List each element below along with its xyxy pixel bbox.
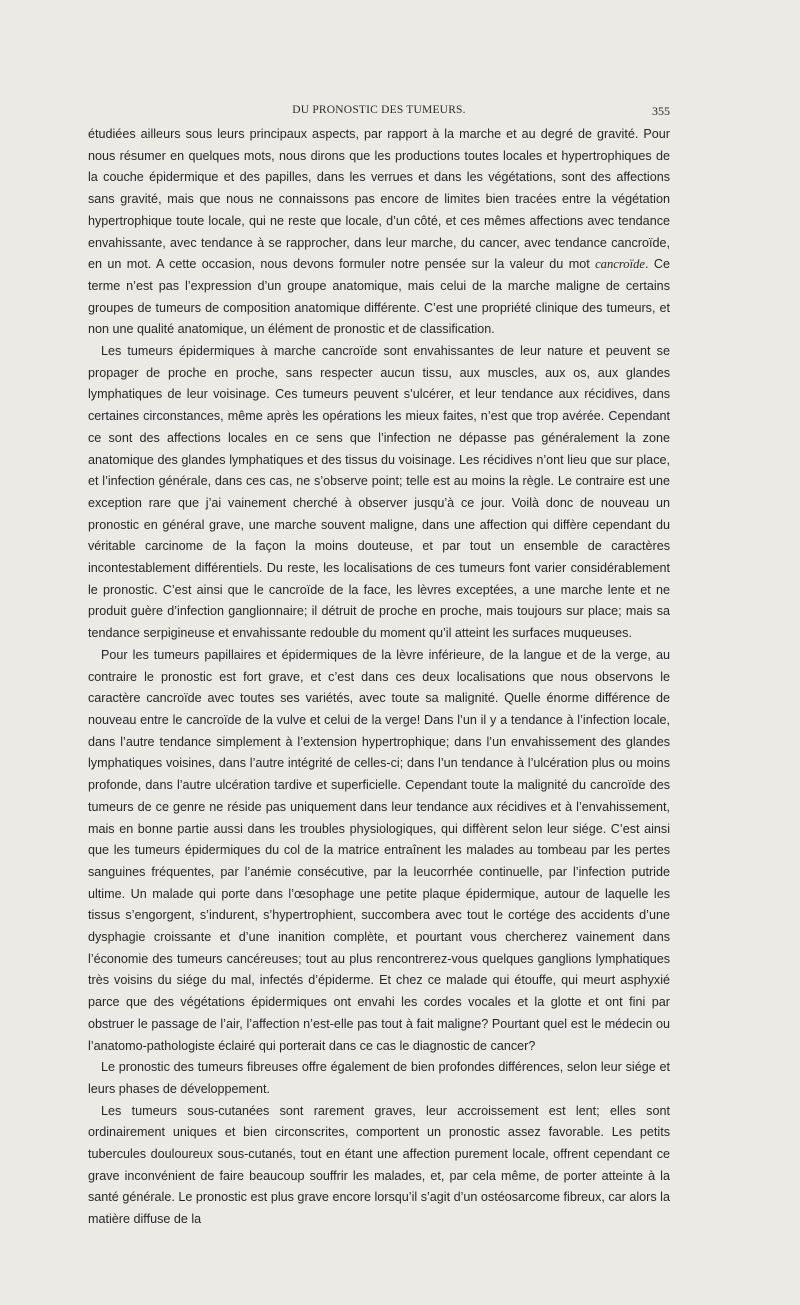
paragraph-1-text-b: . Ce terme n’est pas l’expression d’un groupe anatomique, mais celui de la marche maligne de certains groupes de tumeurs de composition anatomique différente. C’est une propriété clinique des tumeurs, et non une qualité anatomique, un élément de pronostic et de classification.: [88, 257, 670, 337]
running-title: DU PRONOSTIC DES TUMEURS.: [292, 104, 466, 116]
paragraph-2: Les tumeurs épidermiques à marche cancroïde sont envahissantes de leur nature et peuvent se propager de proche en proche, sans respecter aucun tissu, aux muscles, aux os, aux glandes lymphatiques de leur voisinage. Ces tumeurs peuvent s’ulcérer, et leur tendance aux récidives, dans certaines circonstances, même après les opérations les mieux faites, n’est que trop avérée. Cependant ce sont des affections locales en ce sens que l’infection ne dépasse pas généralement la zone anatomique des glandes lymphatiques et des tissus du voisinage. Les récidives n’ont lieu que sur place, et l’infection générale, dans ces cas, ne s’observe point; telle est au moins la règle. Le contraire est une exception rare que j’ai vainement cherché à observer jusqu’à ce jour. Voilà donc de nouveau un pronostic en général grave, une marche souvent maligne, dans une affection qui diffère cependant du véritable carcinome de la façon la moins douteuse, et par tout un ensemble de caractères incontestablement différentiels. Du reste, les localisations de ces tumeurs font varier considérablement le pronostic. C’est ainsi que le cancroïde de la face, les lèvres exceptées, a une marche lente et ne produit guère d’infection ganglionnaire; il détruit de proche en proche, mais toujours sur place; mais sa tendance serpigineuse et envahissante redouble du moment qu’il atteint les surfaces muqueuses.: [88, 344, 670, 641]
paragraph-3: Pour les tumeurs papillaires et épidermiques de la lèvre inférieure, de la langue et de la verge, au contraire le pronostic est fort grave, et c’est dans ces deux localisations que nous observons le caractère cancroïde avec toutes ses variétés, avec toute sa malignité. Quelle énorme différence de nouveau entre le cancroïde de la vulve et celui de la verge! Dans l’un il y a tendance à l’infection locale, dans l’autre tendance simplement à l’extension hypertrophique; dans l’un envahissement des glandes lymphatiques voisines, dans l’autre intégrité de celles-ci; dans l’un tendance à l’ulcération plus ou moins profonde, dans l’autre ulcération tardive et superficielle. Cependant toute la malignité du cancroïde des tumeurs de ce genre ne réside pas uniquement dans leur tendance aux récidives et à l’envahissement, mais en bonne partie aussi dans les troubles physiologiques, qui diffèrent selon leur siége. C’est ainsi que les tumeurs épidermiques du col de la matrice entraînent les malades au tombeau par les pertes sanguines fréquentes, par l’anémie consécutive, par la leucorrhée continuelle, par l’infection putride ultime. Un malade qui porte dans l’œsophage une petite plaque épidermique, autour de laquelle les tissus s’engorgent, s’indurent, s’hypertrophient, succombera avec tout le cortége des accidents d’une dysphagie croissante et d’une inanition complète, et pourtant vous chercherez vainement dans l’économie des tumeurs cancéreuses; tout au plus rencontrerez-vous quelques ganglions lymphatiques très voisins du siége du mal, infectés d’épiderme. Et chez ce malade qui étouffe, qui meurt asphyxié parce que des végétations épidermiques ont envahi les cordes vocales et la glotte et ont fini par obstruer le passage de l’air, l’affection n’est-elle pas tout à fait maligne? Pourtant quel est le médecin ou l’anatomo-pathologiste éclairé qui porterait dans ce cas le diagnostic de cancer?: [88, 647, 670, 1053]
paragraph-4: Le pronostic des tumeurs fibreuses offre également de bien profondes différences, selon leur siége et leurs phases de développement.: [88, 1060, 670, 1096]
body-text: [88, 124, 670, 1231]
paragraph-5: Les tumeurs sous-cutanées sont rarement graves, leur accroissement est lent; elles sont ordinairement uniques et bien circonscrites, comportent un pronostic assez favorable. Les petits tubercules douloureux sous-cutanés, tout en étant une affection purement locale, offrent cependant ce grave inconvénient de faire beaucoup souffrir les malades, et, par cela même, de porter atteinte à la santé générale. Le pronostic est plus grave encore lorsqu’il s’agit d’un ostéosarcome fibreux, car alors la matière diffuse de la: [88, 1103, 670, 1227]
page-number: 355: [652, 104, 670, 118]
paragraph-1-text-a: étudiées ailleurs sous leurs principaux aspects, par rapport à la marche et au degré de gravité. Pour nous résumer en quelques mots, nous dirons que les productions toutes locales et hypertrophiques de la couche épidermique et des papilles, dans les verrues et dans les végétations, sont des affections sans gravité, mais que nous ne connaissons pas encore de limites bien tracées entre la végétation hypertrophique toute locale, qui ne reste que locale, d’un côté, et ces mêmes affections avec tendance envahissante, avec tendance à se rapprocher, dans leur marche, du cancer, avec tendance cancroïde, en un mot. A cette occasion, nous devons formuler notre pensée sur la valeur du mot: [88, 127, 670, 272]
italic-term: cancroïde: [595, 257, 645, 272]
paragraph-1: [88, 124, 670, 341]
page-header: [88, 104, 670, 120]
